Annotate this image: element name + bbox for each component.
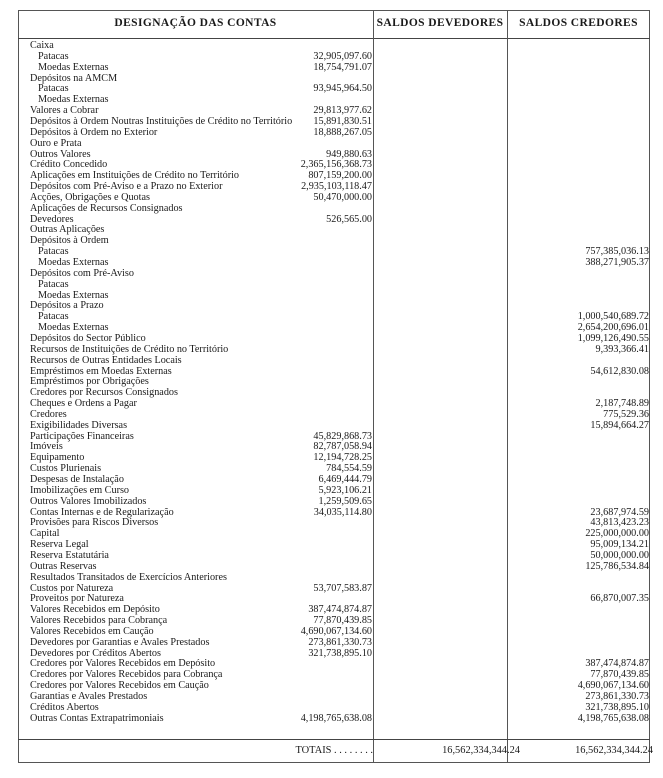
- table-row: [0, 83, 663, 94]
- account-name: Garantias e Avales Prestados: [30, 691, 148, 702]
- table-row: [0, 431, 663, 442]
- credit-balance: 95,009,134.21: [590, 539, 649, 551]
- account-name: Acções, Obrigações e Quotas: [30, 191, 150, 203]
- debit-balance: 387,474,874.87: [308, 604, 372, 616]
- header-credit-balances: SALDOS CREDORES: [519, 17, 638, 29]
- account-name: Reserva Legal: [30, 539, 89, 551]
- table-row: [0, 658, 663, 669]
- credit-balance: 9,393,366.41: [595, 343, 649, 355]
- table-row: [0, 615, 663, 626]
- table-row: [0, 680, 663, 691]
- table-row: [0, 40, 663, 51]
- account-name: Ouro e Prata: [30, 137, 82, 149]
- table-header: [18, 10, 650, 39]
- account-name: Empréstimos por Obrigações: [30, 376, 149, 388]
- account-name: Depósitos do Sector Público: [30, 332, 146, 344]
- debit-balance: 4,198,765,638.08: [300, 712, 372, 724]
- credit-balance: 2,187,748.89: [595, 398, 649, 410]
- account-name: Moedas Externas: [38, 289, 109, 301]
- account-name: Patacas: [38, 50, 69, 62]
- account-name: Caixa: [30, 40, 54, 51]
- debit-balance: 949,880.63: [326, 148, 372, 160]
- account-name: Valores Recebidos em Caução: [30, 625, 154, 637]
- debit-balance: 526,565.00: [326, 213, 372, 225]
- debit-balance: 93,945,964.50: [313, 83, 372, 95]
- table-row: [0, 51, 663, 62]
- account-name: Patacas: [38, 246, 69, 258]
- account-name: Depósitos na AMCM: [30, 72, 118, 84]
- totals-debit: 16,562,334,344.24: [442, 745, 520, 756]
- table-row: [0, 322, 663, 333]
- account-name: Patacas: [38, 83, 69, 95]
- debit-balance: 784,554.59: [326, 463, 372, 475]
- account-name: Valores a Cobrar: [30, 105, 99, 117]
- table-row: [0, 224, 663, 235]
- table-row: [0, 235, 663, 246]
- debit-balance: 5,923,106.21: [318, 484, 372, 496]
- table-row: [0, 62, 663, 73]
- table-row: [0, 149, 663, 160]
- debit-balance: 4,690,067,134.60: [300, 625, 372, 637]
- table-row: [0, 355, 663, 366]
- account-name: Devedores por Garantias e Avales Prestados: [30, 636, 210, 648]
- account-name: Resultados Transitados de Exercícios Anteriores: [30, 571, 227, 583]
- credit-balance: 225,000,000.00: [585, 528, 649, 540]
- account-name: Participações Financeiras: [30, 430, 134, 442]
- account-name: Depósitos à Ordem: [30, 235, 109, 247]
- account-name: Exigibilidades Diversas: [30, 419, 128, 431]
- account-name: Credores: [30, 408, 67, 420]
- account-name: Credores por Valores Recebidos para Cobrança: [30, 669, 223, 681]
- table-row: [0, 528, 663, 539]
- account-name: Provisões para Riscos Diversos: [30, 517, 159, 529]
- credit-balance: 387,474,874.87: [585, 658, 649, 670]
- account-name: Credores por Valores Recebidos em Caução: [30, 680, 209, 692]
- debit-balance: 2,935,103,118.47: [301, 181, 372, 193]
- credit-balance: 54,612,830.08: [590, 365, 649, 377]
- table-row: [0, 593, 663, 604]
- account-name: Empréstimos em Moedas Externas: [30, 365, 172, 377]
- table-row: [0, 539, 663, 550]
- totals-row: [18, 739, 653, 763]
- account-name: Moedas Externas: [38, 61, 109, 73]
- account-name: Equipamento: [30, 452, 85, 464]
- table-row: [0, 116, 663, 127]
- credit-balance: 15,894,664.27: [590, 419, 649, 431]
- table-row: [0, 387, 663, 398]
- account-name: Proveitos por Natureza: [30, 593, 124, 605]
- credit-balance: 77,870,439.85: [590, 669, 649, 681]
- table-row: [0, 257, 663, 268]
- totals-label: TOTAIS . . . . . . . .: [295, 745, 373, 756]
- account-name: Depósitos a Prazo: [30, 300, 104, 312]
- debit-balance: 77,870,439.85: [313, 615, 372, 627]
- table-row: [0, 214, 663, 225]
- credit-balance: 2,654,200,696.01: [577, 322, 649, 334]
- debit-balance: 34,035,114.80: [313, 506, 372, 518]
- account-name: Aplicações em Instituições de Crédito no Território: [30, 170, 240, 182]
- table-row: [0, 648, 663, 659]
- table-row: [0, 192, 663, 203]
- account-name: Outras Aplicações: [30, 224, 105, 236]
- table-row: [0, 691, 663, 702]
- table-row: [0, 485, 663, 496]
- credit-balance: 66,870,007.35: [590, 593, 649, 605]
- table-row: [0, 452, 663, 463]
- account-name: Despesas de Instalação: [30, 474, 124, 485]
- table-row: [0, 572, 663, 583]
- table-row: [0, 550, 663, 561]
- account-name: Valores Recebidos em Depósito: [30, 604, 160, 616]
- table-row: [0, 496, 663, 507]
- table-row: [0, 159, 663, 170]
- table-row: [0, 300, 663, 311]
- debit-balance: 2,365,156,368.73: [300, 159, 372, 171]
- table-row: [0, 637, 663, 648]
- table-row: [0, 583, 663, 594]
- table-row: [0, 517, 663, 528]
- credit-balance: 125,786,534.84: [585, 560, 649, 572]
- debit-balance: 29,813,977.62: [313, 105, 372, 117]
- table-row: [0, 366, 663, 377]
- table-row: [0, 203, 663, 214]
- account-name: Outras Reservas: [30, 560, 97, 572]
- table-row: [0, 713, 663, 724]
- table-row: [0, 279, 663, 290]
- table-row: [0, 474, 663, 485]
- debit-balance: 12,194,728.25: [313, 452, 372, 464]
- table-row: [0, 702, 663, 713]
- debit-balance: 18,888,267.05: [313, 126, 372, 138]
- table-row: [0, 420, 663, 431]
- account-name: Custos por Natureza: [30, 582, 114, 594]
- table-row: [0, 409, 663, 420]
- credit-balance: 321,738,895.10: [585, 701, 649, 713]
- credit-balance: 50,000,000.00: [590, 549, 649, 561]
- table-row: [0, 398, 663, 409]
- account-name: Créditos Abertos: [30, 701, 99, 713]
- debit-balance: 6,469,444.79: [318, 474, 372, 485]
- table-row: [0, 376, 663, 387]
- table-row: [0, 604, 663, 615]
- debit-balance: 321,738,895.10: [308, 647, 372, 659]
- credit-balance: 1,000,540,689.72: [577, 311, 649, 323]
- debit-balance: 53,707,583.87: [313, 582, 372, 594]
- account-name: Recursos de Instituições de Crédito no Território: [30, 343, 229, 355]
- account-name: Credores por Recursos Consignados: [30, 387, 178, 399]
- account-name: Devedores por Créditos Abertos: [30, 647, 161, 659]
- account-name: Cheques e Ordens a Pagar: [30, 398, 137, 410]
- totals-credit: 16,562,334,344.24: [575, 745, 653, 756]
- debit-balance: 32,905,097.60: [313, 50, 372, 62]
- account-name: Aplicações de Recursos Consignados: [30, 202, 183, 214]
- credit-balance: 273,861,330.73: [585, 691, 649, 702]
- credit-balance: 23,687,974.59: [590, 506, 649, 518]
- account-name: Moedas Externas: [38, 322, 109, 334]
- credit-balance: 775,529.36: [603, 408, 649, 420]
- table-row: [0, 561, 663, 572]
- debit-balance: 15,891,830.51: [313, 115, 372, 127]
- account-name: Reserva Estatutária: [30, 549, 109, 561]
- account-name: Contas Internas e de Regularização: [30, 506, 174, 518]
- account-name: Patacas: [38, 278, 69, 290]
- table-row: [0, 463, 663, 474]
- account-name: Outras Contas Extrapatrimoniais: [30, 712, 164, 724]
- account-name: Crédito Concedido: [30, 159, 108, 171]
- table-row: [0, 94, 663, 105]
- table-row: [0, 333, 663, 344]
- table-row: [0, 441, 663, 452]
- table-row: [0, 507, 663, 518]
- table-row: [0, 138, 663, 149]
- table-row: [0, 105, 663, 116]
- account-name: Depósitos com Pré-Aviso: [30, 267, 134, 279]
- table-row: [0, 344, 663, 355]
- debit-balance: 807,159,200.00: [308, 170, 372, 182]
- account-name: Valores Recebidos para Cobrança: [30, 615, 168, 627]
- table-row: [0, 311, 663, 322]
- credit-balance: 757,385,036.13: [585, 246, 649, 258]
- account-name: Recursos de Outras Entidades Locais: [30, 354, 182, 366]
- account-name: Capital: [30, 528, 60, 540]
- account-name: Depósitos com Pré-Aviso e a Prazo no Exterior: [30, 181, 223, 193]
- debit-balance: 45,829,868.73: [313, 430, 372, 442]
- table-row: [0, 669, 663, 680]
- account-name: Patacas: [38, 311, 69, 323]
- credit-balance: 4,690,067,134.60: [577, 680, 649, 692]
- table-row: [0, 127, 663, 138]
- debit-balance: 1,259,509.65: [318, 495, 372, 507]
- account-name: Outros Valores: [30, 148, 91, 160]
- credit-balance: 4,198,765,638.08: [577, 712, 649, 724]
- account-name: Imobilizações em Curso: [30, 484, 130, 496]
- credit-balance: 43,813,423.23: [590, 517, 649, 529]
- account-name: Devedores: [30, 213, 74, 225]
- account-name: Depósitos à Ordem no Exterior: [30, 126, 158, 138]
- header-debit-balances: SALDOS DEVEDORES: [376, 17, 504, 29]
- credit-balance: 1,099,126,490.55: [577, 332, 649, 344]
- table-row: [0, 73, 663, 84]
- account-name: Custos Plurienais: [30, 463, 102, 475]
- debit-balance: 82,787,058.94: [313, 441, 372, 453]
- table-row: [0, 626, 663, 637]
- account-name: Depósitos à Ordem Noutras Instituições de Crédito no Território: [30, 115, 293, 127]
- table-row: [0, 268, 663, 279]
- account-name: Credores por Valores Recebidos em Depósito: [30, 658, 216, 670]
- table-row: [0, 290, 663, 301]
- account-name: Moedas Externas: [38, 257, 109, 268]
- debit-balance: 18,754,791.07: [313, 61, 372, 73]
- account-name: Imóveis: [30, 441, 63, 453]
- debit-balance: 273,861,330.73: [308, 636, 372, 648]
- table-row: [0, 181, 663, 192]
- table-row: [0, 170, 663, 181]
- header-designation: DESIGNAÇÃO DAS CONTAS: [114, 17, 277, 29]
- account-name: Moedas Externas: [38, 94, 109, 106]
- credit-balance: 388,271,905.37: [585, 257, 649, 268]
- table-row: [0, 246, 663, 257]
- account-name: Outros Valores Imobilizados: [30, 495, 147, 507]
- debit-balance: 50,470,000.00: [313, 191, 372, 203]
